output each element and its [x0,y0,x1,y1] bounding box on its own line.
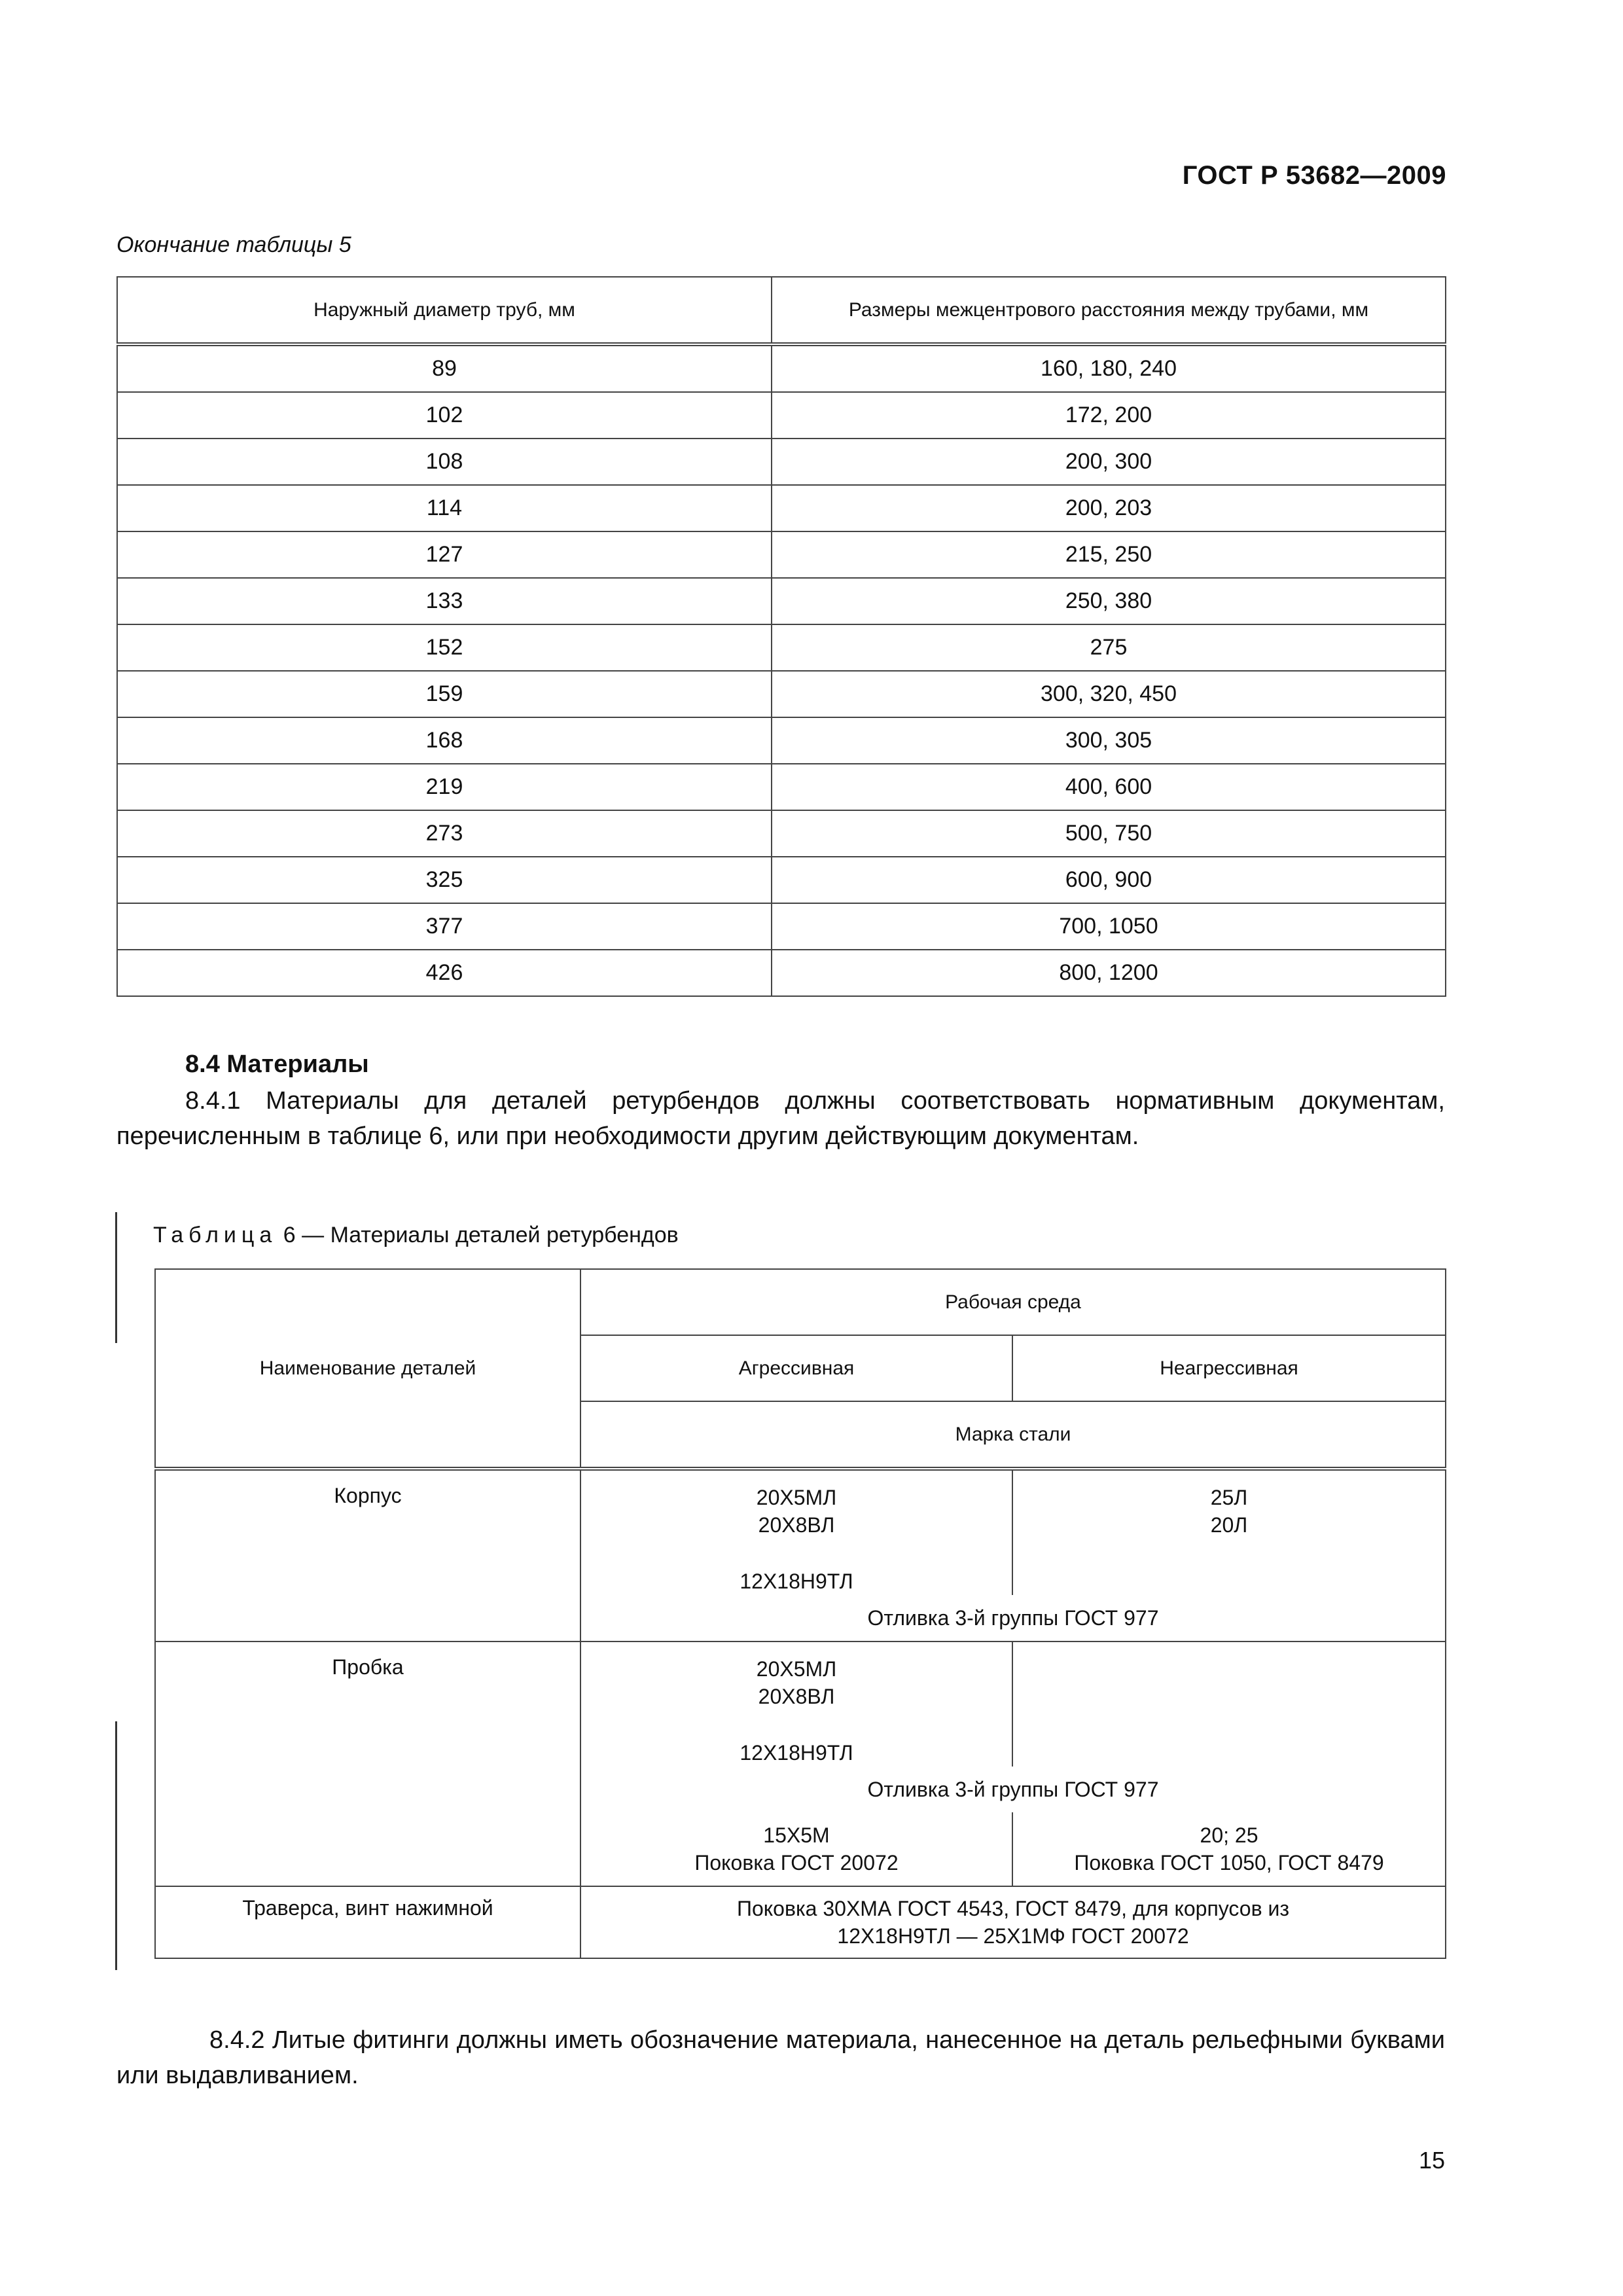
table-row [117,439,1446,485]
material-text: Поковка 30ХМА ГОСТ 4543, ГОСТ 8479, для корпусов из [737,1897,1289,1920]
distance-cell: 250, 380 [772,578,1446,624]
table5-header-diameter: Наружный диаметр труб, мм [117,277,772,344]
row-probka-name: Пробка [155,1641,580,1886]
diameter-cell: 159 [117,671,772,717]
table-row [117,485,1446,531]
grade-text: 25Л [1210,1486,1248,1509]
diameter-cell: 377 [117,903,772,950]
table6-caption-label: Таблица [153,1223,277,1247]
distance-cell: 200, 300 [772,439,1446,485]
change-bar [115,1212,117,1343]
table-row [155,1886,1446,1958]
diameter-cell: 152 [117,624,772,671]
diameter-cell: 89 [117,344,772,392]
diameter-cell: 114 [117,485,772,531]
table-row [117,903,1446,950]
row-traversa-name: Траверса, винт нажимной [155,1886,580,1958]
distance-cell: 600, 900 [772,857,1446,903]
grade-text: 20Х5МЛ [756,1486,837,1509]
table-row [117,624,1446,671]
distance-cell: 300, 305 [772,717,1446,764]
diameter-cell: 219 [117,764,772,810]
row-traversa-material [580,1886,1446,1958]
table-row [117,857,1446,903]
document-code: ГОСТ Р 53682—2009 [1182,161,1446,190]
table-row [117,578,1446,624]
grade-text: 20Л [1210,1513,1248,1537]
table-row [117,764,1446,810]
change-bar [115,1721,117,1970]
grade-text: 20Х8ВЛ [758,1685,835,1708]
section-title: 8.4 Материалы [185,1050,369,1078]
table-row [117,950,1446,996]
distance-cell: 500, 750 [772,810,1446,857]
table6-header-env: Рабочая среда [580,1269,1446,1335]
table5-header-row [117,277,1446,344]
table-row [117,344,1446,392]
table6-header-aggressive: Агрессивная [580,1335,1012,1401]
table6-header-grade: Марка стали [580,1401,1446,1469]
grade-text: 12Х18Н9ТЛ [740,1741,853,1765]
grade-text: 12Х18Н9ТЛ [740,1570,853,1593]
row-probka-nonaggressive [1012,1641,1446,1767]
table-row [117,717,1446,764]
row-probka-aggressive [580,1641,1012,1767]
distance-cell: 172, 200 [772,392,1446,439]
table-row [155,1641,1446,1767]
diameter-cell: 273 [117,810,772,857]
distance-cell: 160, 180, 240 [772,344,1446,392]
table-row [117,810,1446,857]
diameter-cell: 108 [117,439,772,485]
table5-caption: Окончание таблицы 5 [116,232,351,257]
table-row [117,671,1446,717]
grade-text: 15Х5М [763,1823,830,1847]
diameter-cell: 168 [117,717,772,764]
diameter-cell: 325 [117,857,772,903]
row-korpus-nonaggressive [1012,1469,1446,1595]
paragraph-8-4-1: 8.4.1 Материалы для деталей ретурбендов должны соответствовать нормативным документам, перечисленным в таблице 6, или при необходимости другим действующим документам. [116,1087,1445,1150]
diameter-cell: 133 [117,578,772,624]
distance-cell: 300, 320, 450 [772,671,1446,717]
diameter-cell: 426 [117,950,772,996]
grade-text: Поковка ГОСТ 20072 [694,1851,899,1874]
table-row [155,1469,1446,1595]
table6 [154,1268,1446,1959]
distance-cell: 275 [772,624,1446,671]
table6-caption [153,1223,679,1248]
row-korpus-name: Корпус [155,1469,580,1641]
page-number: 15 [1418,2147,1445,2174]
grade-text: 20Х8ВЛ [758,1513,835,1537]
distance-cell: 800, 1200 [772,950,1446,996]
table6-caption-title: 6 — Материалы деталей ретурбендов [283,1223,679,1247]
distance-cell: 700, 1050 [772,903,1446,950]
table6-header-nonaggressive: Неагрессивная [1012,1335,1446,1401]
distance-cell: 215, 250 [772,531,1446,578]
table5-header-distance: Размеры межцентрового расстояния между трубами, мм [772,277,1446,344]
distance-cell: 400, 600 [772,764,1446,810]
row-probka-forging-nonaggressive [1012,1812,1446,1886]
table-row [117,531,1446,578]
grade-text: Поковка ГОСТ 1050, ГОСТ 8479 [1074,1851,1384,1874]
table5 [116,276,1446,997]
grade-text: 20; 25 [1200,1823,1258,1847]
row-korpus-aggressive [580,1469,1012,1595]
table6-header-part: Наименование деталей [155,1269,580,1469]
diameter-cell: 127 [117,531,772,578]
distance-cell: 200, 203 [772,485,1446,531]
material-text: 12Х18Н9ТЛ — 25Х1МФ ГОСТ 20072 [837,1924,1189,1948]
paragraph-8-4-2: 8.4.2 Литые фитинги должны иметь обозначение материала, нанесенное на деталь рельефными буквами или выдавливанием. [116,2026,1445,2089]
row-probka-forging-aggressive [580,1812,1012,1886]
table-row [117,392,1446,439]
row-korpus-casting: Отливка 3-й группы ГОСТ 977 [580,1595,1446,1641]
row-probka-casting: Отливка 3-й группы ГОСТ 977 [580,1767,1446,1812]
diameter-cell: 102 [117,392,772,439]
grade-text: 20Х5МЛ [756,1657,837,1681]
